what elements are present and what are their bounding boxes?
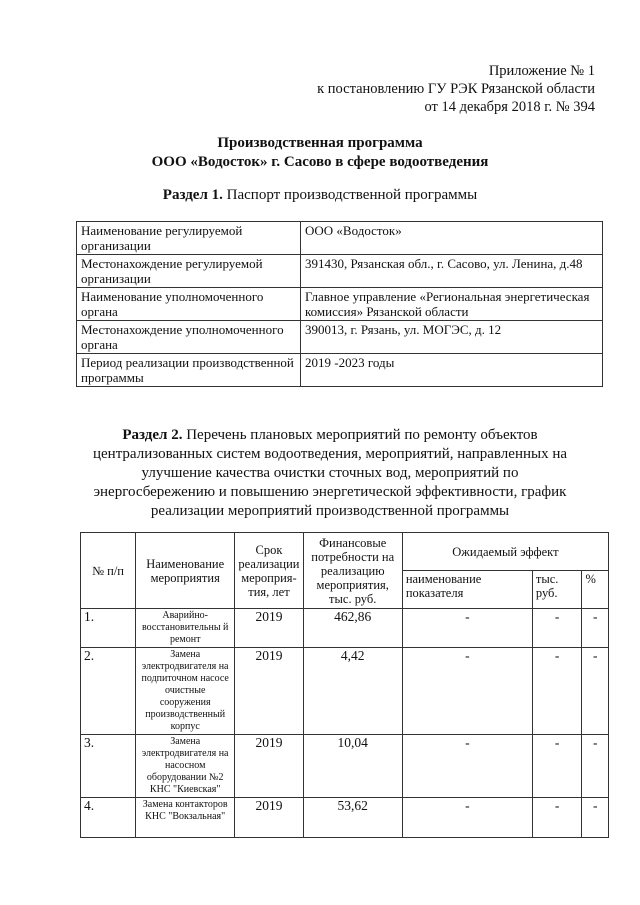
- row-effect-rub: -: [532, 735, 582, 798]
- row-effect-rub: -: [532, 609, 582, 648]
- passport-value: ООО «Водосток»: [301, 222, 603, 255]
- row-name: Замена электродвигателя на насосном оборудовании №2 КНС "Киевская": [136, 735, 235, 798]
- plan-table: [80, 532, 609, 838]
- table-row: [81, 609, 609, 648]
- col-header-num: № п/п: [81, 533, 136, 609]
- table-row: [81, 798, 609, 838]
- document-title: [0, 134, 640, 172]
- appendix-header: [317, 62, 595, 116]
- row-effect-rub: -: [532, 648, 582, 735]
- table-row: [77, 354, 603, 387]
- passport-label: Наименование регулируемой организации: [77, 222, 301, 255]
- table-row: [77, 222, 603, 255]
- row-amount: 53,62: [303, 798, 402, 838]
- passport-label: Местонахождение уполномоченного органа: [77, 321, 301, 354]
- row-effect-pct: -: [582, 798, 609, 838]
- col-header-effect: Ожидаемый эффект: [402, 533, 608, 571]
- row-year: 2019: [235, 798, 303, 838]
- section-2-text: Перечень плановых мероприятий по ремонту объектов централизованных систем водоотведения, мероприятий, направленных на улучшение качества очистки сточных вод, мероприятий по энергосбережению и повышению энергетической эффективности, график реализации мероприятий производственной программы: [92, 427, 568, 519]
- row-effect-name: -: [402, 735, 532, 798]
- row-amount: 4,42: [303, 648, 402, 735]
- row-amount: 462,86: [303, 609, 402, 648]
- row-num: 1.: [81, 609, 136, 648]
- passport-label: Местонахождение регулируемой организации: [77, 255, 301, 288]
- row-year: 2019: [235, 609, 303, 648]
- row-effect-name: -: [402, 798, 532, 838]
- row-num: 2.: [81, 648, 136, 735]
- passport-value: 2019 -2023 годы: [301, 354, 603, 387]
- appendix-line-2: к постановлению ГУ РЭК Рязанской области: [317, 81, 595, 97]
- col-header-effect-name: наименование показателя: [402, 571, 532, 609]
- appendix-line-1: Приложение № 1: [488, 63, 595, 79]
- table-row: [77, 288, 603, 321]
- appendix-line-3: от 14 декабря 2018 г. № 394: [424, 99, 595, 115]
- row-num: 4.: [81, 798, 136, 838]
- table-row: [81, 735, 609, 798]
- passport-value: Главное управление «Региональная энергетическая комиссия» Рязанской области: [301, 288, 603, 321]
- col-header-term: Срок реализации мероприя-тия, лет: [235, 533, 303, 609]
- row-name: Замена контакторов КНС "Вокзальная": [136, 798, 235, 838]
- passport-table: [76, 221, 603, 387]
- row-num: 3.: [81, 735, 136, 798]
- col-header-finance: Финансовые потребности на реализацию мероприятия, тыс. руб.: [303, 533, 402, 609]
- row-effect-rub: -: [532, 798, 582, 838]
- col-header-effect-pct: %: [582, 571, 609, 609]
- table-row: [77, 321, 603, 354]
- section-1-label: Раздел 1.: [162, 187, 223, 203]
- row-effect-pct: -: [582, 648, 609, 735]
- passport-value: 391430, Рязанская обл., г. Сасово, ул. Ленина, д.48: [301, 255, 603, 288]
- row-year: 2019: [235, 735, 303, 798]
- row-effect-pct: -: [582, 735, 609, 798]
- row-effect-name: -: [402, 648, 532, 735]
- row-name: Замена электродвигателя на подпиточном насосе очистные сооружения производственный корпус: [136, 648, 235, 735]
- row-effect-name: -: [402, 609, 532, 648]
- section-2-label: Раздел 2.: [122, 427, 183, 443]
- section-1-text: Паспорт производственной программы: [222, 187, 478, 203]
- row-effect-pct: -: [582, 609, 609, 648]
- section-1-heading: [0, 187, 640, 204]
- row-amount: 10,04: [303, 735, 402, 798]
- passport-label: Период реализации производственной программы: [77, 354, 301, 387]
- section-2-heading: [80, 426, 580, 521]
- col-header-name: Наименование мероприятия: [136, 533, 235, 609]
- table-row: [77, 255, 603, 288]
- row-name: Аварийно-восстановительны й ремонт: [136, 609, 235, 648]
- passport-label: Наименование уполномоченного органа: [77, 288, 301, 321]
- header-row: [81, 533, 609, 571]
- col-header-effect-rub: тыс. руб.: [532, 571, 582, 609]
- title-line-2: ООО «Водосток» г. Сасово в сфере водоотведения: [151, 154, 489, 170]
- title-line-1: Производственная программа: [217, 135, 423, 151]
- row-year: 2019: [235, 648, 303, 735]
- table-row: [81, 648, 609, 735]
- passport-value: 390013, г. Рязань, ул. МОГЭС, д. 12: [301, 321, 603, 354]
